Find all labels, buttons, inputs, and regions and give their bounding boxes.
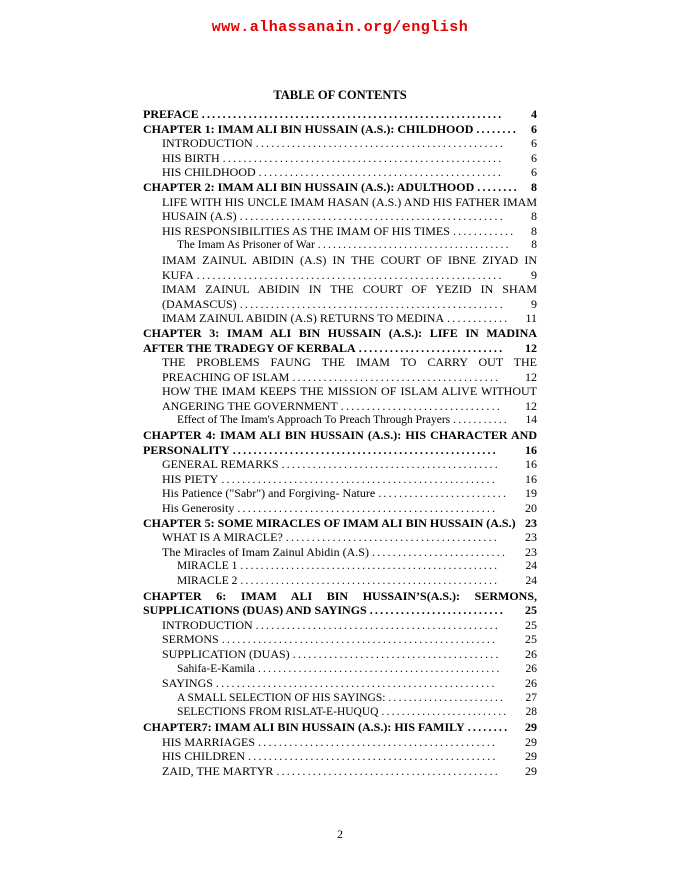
- toc-entry-page: 6: [531, 136, 537, 151]
- dot-leader: ........................................: [292, 646, 501, 661]
- dot-leader: ............................: [358, 340, 505, 355]
- toc-entry-page: 12: [525, 369, 537, 384]
- dot-leader: ................................................: [257, 662, 502, 675]
- toc-entry[interactable]: [143, 238, 537, 253]
- dot-leader: ..........................: [371, 544, 508, 559]
- dot-leader: ...............................................: [258, 165, 504, 180]
- toc-entry-title: CHAPTER 6: IMAM ALI BIN HUSSAIN’S(A.S.): SERMONS, SUPPLICATIONS (DUAS) AND SAYINGS: [143, 588, 537, 618]
- toc-entry-title: A SMALL SELECTION OF HIS SAYINGS:: [177, 691, 386, 704]
- toc-entry-page: 9: [531, 296, 537, 311]
- toc-entry[interactable]: [143, 311, 537, 326]
- toc-entry-title: LIFE WITH HIS UNCLE IMAM HASAN (A.S.) AND HIS FATHER IMAM HUSAIN (A.S): [162, 194, 537, 224]
- toc-entry[interactable]: [143, 457, 537, 472]
- toc-entry-page: 8: [531, 223, 537, 238]
- toc-entry-page: 20: [525, 501, 537, 516]
- dot-leader: ..........................................................: [201, 107, 504, 121]
- toc-entry[interactable]: [143, 355, 537, 384]
- toc-entry[interactable]: [143, 107, 537, 122]
- toc-entry[interactable]: [143, 618, 537, 633]
- toc-list: [143, 107, 537, 778]
- toc-entry-title: MIRACLE 2: [177, 575, 238, 587]
- dot-leader: ......................................................: [222, 150, 504, 165]
- toc-entry-page: 12: [525, 340, 537, 355]
- toc-entry[interactable]: [143, 122, 537, 137]
- toc-entry-title: Effect of The Imam's Approach To Preach Through Prayers: [177, 414, 451, 427]
- toc-entry-title: INTRODUCTION: [162, 136, 253, 151]
- toc-entry-title: HIS RESPONSIBILITIES AS THE IMAM OF HIS TIMES: [162, 223, 450, 238]
- toc-entry[interactable]: [143, 647, 537, 662]
- toc-entry-page: 14: [525, 414, 537, 427]
- toc-entry[interactable]: [143, 574, 537, 589]
- toc-entry-page: 16: [525, 471, 537, 486]
- toc-entry[interactable]: [143, 428, 537, 457]
- toc-entry-title: HIS MARRIAGES: [162, 734, 256, 749]
- toc-entry-page: 23: [525, 530, 537, 545]
- dot-leader: .........................: [378, 486, 509, 501]
- toc-entry-page: 8: [531, 209, 537, 224]
- dot-leader: ..........................................: [281, 457, 500, 472]
- toc-entry[interactable]: [143, 662, 537, 677]
- toc-entry-page: 9: [531, 267, 537, 282]
- toc-entry-page: 23: [525, 515, 537, 530]
- toc-entry-title: ZAID, THE MARTYR: [162, 763, 274, 778]
- toc-entry-title: SERMONS: [162, 632, 219, 647]
- toc-entry[interactable]: [143, 136, 537, 151]
- dot-leader: ........: [467, 719, 510, 734]
- toc-entry-title: WHAT IS A MIRACLE?: [162, 530, 283, 545]
- toc-title: TABLE OF CONTENTS: [273, 88, 407, 102]
- toc-entry-page: 24: [525, 560, 537, 573]
- toc-entry[interactable]: [143, 764, 537, 779]
- toc-entry-page: 19: [525, 486, 537, 501]
- toc-entry-page: 25: [525, 632, 537, 647]
- toc-entry[interactable]: [143, 384, 537, 413]
- toc-entry-title: PREFACE: [143, 107, 199, 121]
- toc-entry-title: The Miracles of Imam Zainul Abidin (A.S): [162, 544, 369, 559]
- toc-entry-page: 16: [525, 442, 537, 457]
- toc-entry[interactable]: [143, 545, 537, 560]
- dot-leader: .....................................................: [221, 471, 497, 486]
- toc-entry[interactable]: [143, 501, 537, 516]
- toc-entry-page: 26: [525, 646, 537, 661]
- dot-leader: ............: [452, 223, 516, 238]
- toc-entry[interactable]: [143, 282, 537, 311]
- dot-leader: ...........: [453, 414, 509, 427]
- toc-entry[interactable]: [143, 749, 537, 764]
- toc-entry-page: 8: [531, 179, 537, 194]
- toc-entry-page: 29: [525, 734, 537, 749]
- toc-entry-title: His Generosity: [162, 501, 235, 516]
- toc-entry-title: The Imam As Prisoner of War: [177, 239, 315, 252]
- toc-entry-page: 26: [525, 662, 537, 675]
- dot-leader: ................................................: [248, 749, 498, 764]
- toc-entry-page: 27: [525, 691, 537, 704]
- dot-leader: ......................................: [317, 239, 511, 252]
- page-number: 2: [337, 827, 343, 841]
- toc-entry-title: HIS CHILDHOOD: [162, 165, 256, 180]
- toc-entry-page: 24: [525, 575, 537, 587]
- toc-entry-page: 26: [525, 676, 537, 691]
- toc-entry-title: SUPPLICATION (DUAS): [162, 646, 290, 661]
- toc-entry-title: CHAPTER 1: IMAM ALI BIN HUSSAIN (A.S.): CHILDHOOD: [143, 121, 474, 136]
- toc-entry-title: IMAM ZAINUL ABIDIN (A.S) IN THE COURT OF IBNE ZIYAD IN KUFA: [162, 252, 537, 282]
- dot-leader: ...................................................: [232, 442, 498, 457]
- dot-leader: .....................................................: [221, 632, 498, 647]
- toc-entry[interactable]: [143, 632, 537, 647]
- toc-entry-page: 25: [525, 617, 537, 632]
- dot-leader: ............: [447, 311, 510, 326]
- dot-leader: ...................................................: [240, 575, 500, 587]
- toc-entry-title: HOW THE IMAM KEEPS THE MISSION OF ISLAM ALIVE WITHOUT ANGERING THE GOVERNMENT: [162, 384, 537, 413]
- toc-entry-title: His Patience ("Sabr") and Forgiving- Nature: [162, 486, 376, 501]
- toc-entry[interactable]: [143, 165, 537, 180]
- dot-leader: ........................................: [292, 369, 501, 384]
- dot-leader: ...........................................: [276, 763, 500, 778]
- toc-entry-page: 23: [525, 544, 537, 559]
- dot-leader: ..............................................: [258, 734, 498, 749]
- toc-entry-page: 29: [525, 763, 537, 778]
- toc-entry-page: 6: [531, 121, 537, 136]
- dot-leader: .........................: [381, 706, 509, 719]
- toc-entry-title: HIS CHILDREN: [162, 749, 245, 764]
- toc-entry-page: 11: [525, 311, 537, 326]
- toc-entry-title: CHAPTER 4: IMAM ALI BIN HUSSAIN (A.S.): HIS CHARACTER AND PERSONALITY: [143, 428, 537, 457]
- toc-entry-page: 29: [525, 719, 537, 734]
- dot-leader: ......................................................: [215, 676, 497, 691]
- toc-entry[interactable]: [143, 589, 537, 618]
- toc-entry-page: 6: [531, 150, 537, 165]
- toc-entry-title: HIS PIETY: [162, 471, 219, 486]
- toc-entry[interactable]: [143, 180, 537, 195]
- toc-entry[interactable]: [143, 691, 537, 706]
- toc-entry[interactable]: [143, 720, 537, 735]
- toc-entry[interactable]: [143, 151, 537, 166]
- toc-entry-page: 25: [525, 603, 537, 618]
- site-url-link[interactable]: www.alhassanain.org/english: [211, 19, 469, 36]
- toc-entry-title: CHAPTER 3: IMAM ALI BIN HUSSAIN (A.S.): LIFE IN MADINA AFTER THE TRADEGY OF KERBALA: [143, 325, 537, 355]
- toc-entry-page: 4: [531, 107, 537, 121]
- toc-entry-title: CHAPTER 2: IMAM ALI BIN HUSSAIN (A.S.): ADULTHOOD: [143, 179, 475, 194]
- toc-entry-title: SAYINGS: [162, 676, 213, 691]
- toc-entry-title: MIRACLE 1: [177, 560, 238, 573]
- toc-entry[interactable]: [143, 559, 537, 574]
- dot-leader: ...................................................: [239, 209, 505, 224]
- toc-entry[interactable]: [143, 326, 537, 355]
- dot-leader: ...........................................................: [196, 267, 504, 282]
- toc-entry-page: 8: [531, 239, 537, 252]
- toc-entry-title: INTRODUCTION: [162, 617, 253, 632]
- toc-entry-title: THE PROBLEMS FAUNG THE IMAM TO CARRY OUT THE PREACHING OF ISLAM: [162, 355, 537, 384]
- toc-entry-page: 12: [525, 398, 537, 413]
- toc-entry[interactable]: [143, 253, 537, 282]
- toc-entry[interactable]: [143, 735, 537, 750]
- toc-entry-page: 28: [525, 706, 537, 719]
- toc-entry[interactable]: [143, 413, 537, 428]
- toc-entry-title: SELECTIONS FROM RISLAT-E-HUQUQ: [177, 706, 379, 719]
- dot-leader: ...............................: [340, 398, 502, 413]
- toc-entry-page: 29: [525, 749, 537, 764]
- toc-entry[interactable]: [143, 676, 537, 691]
- toc-entry[interactable]: [143, 705, 537, 720]
- toc-entry-title: IMAM ZAINUL ABIDIN IN THE COURT OF YEZID IN SHAM (DAMASCUS): [162, 282, 537, 311]
- toc-entry-title: CHAPTER7: IMAM ALI BIN HUSSAIN (A.S.): HIS FAMILY: [143, 719, 465, 734]
- dot-leader: ........: [476, 121, 518, 136]
- toc-entry[interactable]: [143, 530, 537, 545]
- toc-entry[interactable]: [143, 486, 537, 501]
- toc-entry-page: 16: [525, 457, 537, 472]
- toc-entry[interactable]: [143, 472, 537, 487]
- toc-entry-title: GENERAL REMARKS: [162, 457, 279, 472]
- dot-leader: .......................: [388, 691, 506, 704]
- dot-leader: ................................................: [255, 136, 506, 151]
- dot-leader: .........................................: [285, 530, 499, 545]
- dot-leader: ...............................................: [255, 617, 501, 632]
- toc-entry[interactable]: [143, 516, 537, 531]
- toc-entry[interactable]: [143, 195, 537, 224]
- dot-leader: ........: [477, 179, 519, 194]
- toc-entry[interactable]: [143, 224, 537, 239]
- toc-entry-title: Sahifa-E-Kamila: [177, 662, 255, 675]
- toc-entry-title: HIS BIRTH: [162, 150, 220, 165]
- dot-leader: ...................................................: [239, 296, 505, 311]
- dot-leader: [516, 516, 519, 530]
- dot-leader: ..................................................: [237, 501, 498, 516]
- dot-leader: ...................................................: [240, 560, 500, 573]
- dot-leader: ..........................: [369, 603, 505, 618]
- toc-entry-title: IMAM ZAINUL ABIDIN (A.S) RETURNS TO MEDINA: [162, 311, 445, 326]
- toc-entry-title: CHAPTER 5: SOME MIRACLES OF IMAM ALI BIN HUSSAIN (A.S.): [143, 515, 516, 530]
- toc-entry-page: 6: [531, 165, 537, 180]
